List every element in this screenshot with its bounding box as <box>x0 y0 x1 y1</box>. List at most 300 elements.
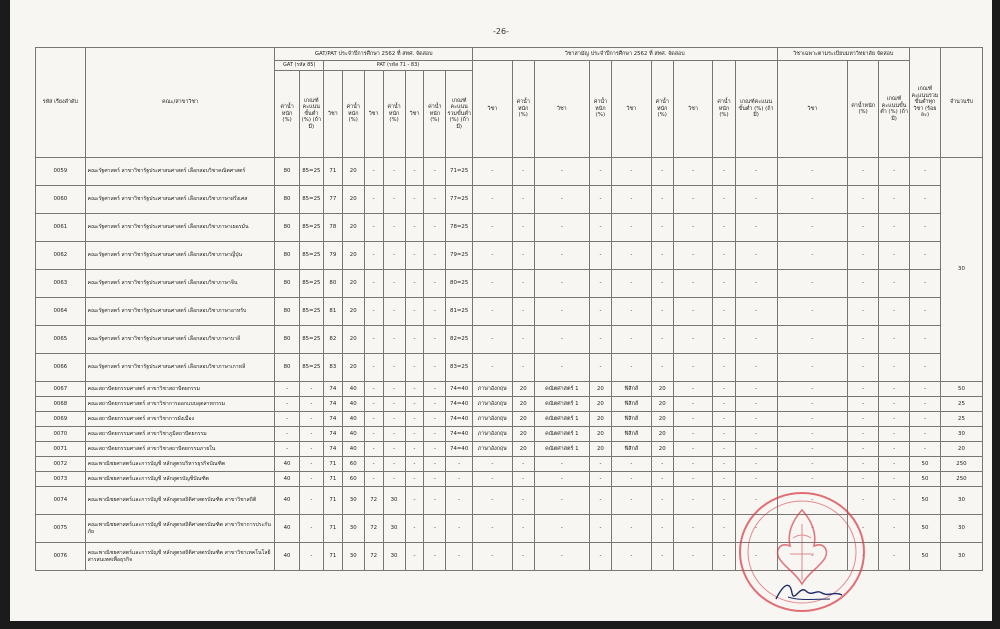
cell-gat-w: 80 <box>275 270 299 298</box>
cell-gat-w: - <box>275 382 299 397</box>
cell-c4: - <box>673 326 713 354</box>
cell-c3w: - <box>651 242 673 270</box>
cell-c1w: - <box>512 487 534 515</box>
cell-c1: - <box>472 457 512 472</box>
cell-sp: - <box>777 326 848 354</box>
cell-gat-min: 85=25 <box>299 326 323 354</box>
cell-pat2-s: - <box>364 242 383 270</box>
cell-cmin: - <box>735 354 777 382</box>
cell-c1: ภาษาอังกฤษ <box>472 412 512 427</box>
cell-allmin: - <box>910 427 941 442</box>
cell-pat2-w: 30 <box>383 543 405 571</box>
cell-spw: - <box>848 158 879 186</box>
cell-c3w: - <box>651 186 673 214</box>
cell-spw: - <box>848 543 879 571</box>
cell-pat2-w: - <box>383 326 405 354</box>
cell-c2: - <box>534 472 589 487</box>
cell-sp: - <box>777 298 848 326</box>
cell-c1w: - <box>512 186 534 214</box>
cell-pat3-w: - <box>424 298 446 326</box>
cell-spmin: - <box>879 242 910 270</box>
cell-c1: - <box>472 472 512 487</box>
cell-c4: - <box>673 412 713 427</box>
cell-c1w: - <box>512 515 534 543</box>
cell-c3w: - <box>651 326 673 354</box>
cell-pat-s: 71 <box>323 515 342 543</box>
cell-spw: - <box>848 487 879 515</box>
cell-spmin: - <box>879 515 910 543</box>
cell-pat3-s: - <box>405 397 424 412</box>
cell-spmin: - <box>879 326 910 354</box>
header-gat-minimum: เกณฑ์คะแนนขั้นต่ำ (%) (ถ้ามี) <box>299 71 323 158</box>
cell-spw: - <box>848 412 879 427</box>
cell-allmin: - <box>910 214 941 242</box>
cell-allmin: - <box>910 270 941 298</box>
cell-c1w: 20 <box>512 412 534 427</box>
cell-c4: - <box>673 487 713 515</box>
cell-pat-w: 20 <box>342 270 364 298</box>
cell-sp: - <box>777 472 848 487</box>
cell-spmin: - <box>879 543 910 571</box>
cell-c1w: 20 <box>512 397 534 412</box>
cell-c3w: - <box>651 457 673 472</box>
cell-c3: - <box>611 186 651 214</box>
cell-allmin: 50 <box>910 543 941 571</box>
cell-gat-w: 80 <box>275 158 299 186</box>
cell-total: 82=25 <box>446 326 473 354</box>
cell-pat2-s: - <box>364 427 383 442</box>
row-quota: 20 <box>940 442 982 457</box>
cell-gat-min: - <box>299 515 323 543</box>
cell-pat-w: 30 <box>342 515 364 543</box>
cell-total: 81=25 <box>446 298 473 326</box>
cell-gat-min: - <box>299 457 323 472</box>
header-pat-subject-2: วิชา <box>364 71 383 158</box>
cell-pat-w: 30 <box>342 487 364 515</box>
cell-c2w: 20 <box>589 382 611 397</box>
cell-pat-s: 74 <box>323 412 342 427</box>
cell-c4: - <box>673 382 713 397</box>
cell-c3: - <box>611 242 651 270</box>
cell-pat-s: 80 <box>323 270 342 298</box>
cell-pat3-s: - <box>405 326 424 354</box>
cell-pat3-s: - <box>405 382 424 397</box>
cell-c2: - <box>534 270 589 298</box>
cell-pat-w: 30 <box>342 543 364 571</box>
cell-pat3-w: - <box>424 487 446 515</box>
cell-sp: - <box>777 427 848 442</box>
cell-c4: - <box>673 354 713 382</box>
cell-cmin: - <box>735 397 777 412</box>
table-row <box>36 412 983 427</box>
cell-pat-w: 60 <box>342 457 364 472</box>
cell-gat-w: 40 <box>275 457 299 472</box>
cell-c1w: 20 <box>512 382 534 397</box>
cell-c3: ฟิสิกส์ <box>611 412 651 427</box>
header-pat-weight-2: ค่าน้ำหนัก (%) <box>383 71 405 158</box>
cell-pat3-w: - <box>424 354 446 382</box>
header-weight-3: ค่าน้ำหนัก (%) <box>651 61 673 158</box>
row-quota: 30 <box>940 427 982 442</box>
cell-cmin: - <box>735 543 777 571</box>
row-code: 0073 <box>36 472 86 487</box>
cell-pat3-w: - <box>424 397 446 412</box>
table-row <box>36 382 983 397</box>
cell-gat-min: 85=25 <box>299 214 323 242</box>
header-special-weight: ค่าน้ำหนัก (%) <box>848 61 879 158</box>
cell-c2: - <box>534 543 589 571</box>
cell-gat-w: 40 <box>275 515 299 543</box>
cell-c2: - <box>534 457 589 472</box>
cell-c3w: 20 <box>651 442 673 457</box>
cell-pat2-s: - <box>364 158 383 186</box>
cell-spmin: - <box>879 472 910 487</box>
cell-c3w: 20 <box>651 382 673 397</box>
row-program-name: คณะพาณิชยศาสตร์และการบัญชี หลักสูตรบริหารธุรกิจบัณฑิต <box>85 457 275 472</box>
row-quota: 30 <box>940 487 982 515</box>
cell-gat-w: 80 <box>275 214 299 242</box>
cell-gat-w: 80 <box>275 186 299 214</box>
row-program-name: คณะรัฐศาสตร์ สาขาวิชารัฐประศาสนศาสตร์ เลือกสอบวิชาภาษาฝรั่งเศส <box>85 186 275 214</box>
signature <box>770 575 850 610</box>
cell-pat2-s: - <box>364 412 383 427</box>
cell-sp: - <box>777 382 848 397</box>
header-quota: จำนวนรับ <box>940 48 982 158</box>
cell-pat-w: 40 <box>342 442 364 457</box>
cell-c1w: - <box>512 326 534 354</box>
table-row <box>36 397 983 412</box>
cell-c2: คณิตศาสตร์ 1 <box>534 442 589 457</box>
table-row <box>36 214 983 242</box>
row-program-name: คณะรัฐศาสตร์ สาขาวิชารัฐประศาสนศาสตร์ เลือกสอบวิชาภาษาจีน <box>85 270 275 298</box>
row-code: 0060 <box>36 186 86 214</box>
cell-c3: - <box>611 543 651 571</box>
cell-c2: - <box>534 186 589 214</box>
cell-c3w: 20 <box>651 412 673 427</box>
row-code: 0075 <box>36 515 86 543</box>
cell-c4: - <box>673 186 713 214</box>
row-code: 0071 <box>36 442 86 457</box>
cell-c4w: - <box>713 326 735 354</box>
cell-spw: - <box>848 214 879 242</box>
cell-spw: - <box>848 270 879 298</box>
cell-pat-w: 20 <box>342 354 364 382</box>
cell-pat-w: 40 <box>342 412 364 427</box>
cell-cmin: - <box>735 326 777 354</box>
header-weight-4: ค่าน้ำหนัก (%) <box>713 61 735 158</box>
document-page <box>10 0 992 621</box>
cell-c1: ภาษาอังกฤษ <box>472 397 512 412</box>
table-row <box>36 442 983 457</box>
cell-c1w: - <box>512 298 534 326</box>
row-program-name: คณะรัฐศาสตร์ สาขาวิชารัฐประศาสนศาสตร์ เลือกสอบวิชาภาษาเกาหลี <box>85 354 275 382</box>
cell-c2: - <box>534 158 589 186</box>
cell-total: - <box>446 515 473 543</box>
cell-gat-min: - <box>299 427 323 442</box>
cell-c2w: - <box>589 186 611 214</box>
cell-c3w: - <box>651 270 673 298</box>
cell-c1: - <box>472 158 512 186</box>
cell-c4: - <box>673 543 713 571</box>
row-program-name: คณะพาณิชยศาสตร์และการบัญชี หลักสูตรสถิติศาสตรบัณฑิต สาขาวิชาการประกันภัย <box>85 515 275 543</box>
cell-spmin: - <box>879 382 910 397</box>
table-row <box>36 427 983 442</box>
cell-c2w: - <box>589 472 611 487</box>
cell-gat-w: - <box>275 427 299 442</box>
cell-c4: - <box>673 515 713 543</box>
cell-pat3-s: - <box>405 412 424 427</box>
cell-pat3-s: - <box>405 457 424 472</box>
row-quota-merged: 30 <box>940 158 982 382</box>
table-row <box>36 158 983 186</box>
cell-c4w: - <box>713 158 735 186</box>
cell-pat2-w: 30 <box>383 515 405 543</box>
cell-pat2-s: 72 <box>364 487 383 515</box>
cell-c2: คณิตศาสตร์ 1 <box>534 412 589 427</box>
cell-cmin: - <box>735 442 777 457</box>
cell-pat2-w: - <box>383 158 405 186</box>
row-program-name: คณะรัฐศาสตร์ สาขาวิชารัฐประศาสนศาสตร์ เลือกสอบวิชาภาษาญี่ปุ่น <box>85 242 275 270</box>
cell-pat2-w: - <box>383 242 405 270</box>
cell-sp: - <box>777 186 848 214</box>
cell-pat2-w: - <box>383 412 405 427</box>
cell-sp: - <box>777 487 848 515</box>
cell-pat2-w: - <box>383 457 405 472</box>
cell-pat2-w: - <box>383 270 405 298</box>
row-code: 0076 <box>36 543 86 571</box>
cell-c3w: - <box>651 354 673 382</box>
row-quota: 250 <box>940 472 982 487</box>
cell-pat2-s: - <box>364 472 383 487</box>
cell-c3w: - <box>651 158 673 186</box>
cell-spw: - <box>848 472 879 487</box>
row-code: 0064 <box>36 298 86 326</box>
cell-c3w: 20 <box>651 397 673 412</box>
cell-gat-min: - <box>299 472 323 487</box>
cell-c4: - <box>673 214 713 242</box>
cell-c2w: - <box>589 354 611 382</box>
cell-allmin: - <box>910 242 941 270</box>
cell-spmin: - <box>879 412 910 427</box>
row-code: 0070 <box>36 427 86 442</box>
cell-c3: - <box>611 298 651 326</box>
cell-total: 78=25 <box>446 214 473 242</box>
cell-c2w: - <box>589 270 611 298</box>
row-program-name: คณะพาณิชยศาสตร์และการบัญชี หลักสูตรสถิติศาสตรบัณฑิต สาขาวิชาเทคโนโลยีสารสนเทศเพื่อธุรกิจ <box>85 543 275 571</box>
cell-pat3-s: - <box>405 442 424 457</box>
cell-pat-s: 79 <box>323 242 342 270</box>
cell-pat-w: 60 <box>342 472 364 487</box>
cell-c3w: - <box>651 487 673 515</box>
cell-c2w: 20 <box>589 397 611 412</box>
cell-spmin: - <box>879 158 910 186</box>
cell-total: 74=40 <box>446 412 473 427</box>
cell-c3: - <box>611 270 651 298</box>
row-program-name: คณะสถาปัตยกรรมศาสตร์ สาขาวิชาสถาปัตยกรรมภายใน <box>85 442 275 457</box>
cell-cmin: - <box>735 472 777 487</box>
cell-pat2-w: 30 <box>383 487 405 515</box>
cell-pat3-s: - <box>405 214 424 242</box>
cell-c2w: - <box>589 298 611 326</box>
cell-gat-min: 85=25 <box>299 186 323 214</box>
cell-pat2-s: - <box>364 382 383 397</box>
header-gat: GAT (รหัส 85) <box>275 61 324 71</box>
cell-gat-min: - <box>299 397 323 412</box>
cell-total: - <box>446 543 473 571</box>
cell-c2w: - <box>589 543 611 571</box>
cell-allmin: - <box>910 412 941 427</box>
row-program-name: คณะสถาปัตยกรรมศาสตร์ สาขาวิชาภูมิสถาปัตยกรรม <box>85 427 275 442</box>
cell-pat2-s: 72 <box>364 515 383 543</box>
cell-spw: - <box>848 354 879 382</box>
cell-pat2-s: 72 <box>364 543 383 571</box>
cell-pat-s: 74 <box>323 397 342 412</box>
cell-sp: - <box>777 158 848 186</box>
cell-total: 74=40 <box>446 382 473 397</box>
cell-cmin: - <box>735 186 777 214</box>
cell-allmin: - <box>910 354 941 382</box>
cell-total: 77=25 <box>446 186 473 214</box>
cell-gat-w: - <box>275 412 299 427</box>
cell-cmin: - <box>735 412 777 427</box>
cell-c1w: - <box>512 472 534 487</box>
cell-c3w: - <box>651 515 673 543</box>
cell-pat2-s: - <box>364 214 383 242</box>
cell-total: 74=40 <box>446 427 473 442</box>
cell-c4w: - <box>713 214 735 242</box>
cell-c1: ภาษาอังกฤษ <box>472 442 512 457</box>
row-code: 0065 <box>36 326 86 354</box>
header-special-subject: วิชา <box>777 61 848 158</box>
cell-c1: - <box>472 298 512 326</box>
table-row <box>36 354 983 382</box>
cell-c4: - <box>673 442 713 457</box>
cell-spmin: - <box>879 397 910 412</box>
cell-spmin: - <box>879 442 910 457</box>
row-code: 0069 <box>36 412 86 427</box>
cell-pat-w: 20 <box>342 326 364 354</box>
cell-spw: - <box>848 457 879 472</box>
cell-pat-s: 81 <box>323 298 342 326</box>
header-gat-pat: GAT/PAT ประจำปีการศึกษา 2562 ที่ สทศ. จัดสอบ <box>275 48 473 61</box>
cell-c1w: - <box>512 214 534 242</box>
cell-gat-min: 85=25 <box>299 354 323 382</box>
cell-pat3-w: - <box>424 427 446 442</box>
cell-c3: - <box>611 515 651 543</box>
cell-pat3-s: - <box>405 427 424 442</box>
cell-c3: ฟิสิกส์ <box>611 397 651 412</box>
cell-gat-w: 80 <box>275 298 299 326</box>
cell-pat-s: 78 <box>323 214 342 242</box>
cell-spmin: - <box>879 270 910 298</box>
cell-c2w: - <box>589 487 611 515</box>
cell-spmin: - <box>879 427 910 442</box>
cell-spw: - <box>848 427 879 442</box>
cell-c2: - <box>534 354 589 382</box>
cell-allmin: - <box>910 186 941 214</box>
header-gat-weight: ค่าน้ำหนัก (%) <box>275 71 299 158</box>
cell-c2: - <box>534 487 589 515</box>
cell-sp: - <box>777 515 848 543</box>
cell-total: 79=25 <box>446 242 473 270</box>
cell-pat2-s: - <box>364 326 383 354</box>
cell-spmin: - <box>879 186 910 214</box>
cell-pat-w: 40 <box>342 382 364 397</box>
header-common-subjects: วิชาสามัญ ประจำปีการศึกษา 2562 ที่ สทศ. จัดสอบ <box>472 48 777 61</box>
cell-c4w: - <box>713 382 735 397</box>
row-code: 0072 <box>36 457 86 472</box>
row-quota: 30 <box>940 543 982 571</box>
cell-cmin: - <box>735 487 777 515</box>
header-subject-4: วิชา <box>673 61 713 158</box>
header-subject-1: วิชา <box>472 61 512 158</box>
cell-c1: - <box>472 543 512 571</box>
cell-pat3-s: - <box>405 298 424 326</box>
cell-c3: ฟิสิกส์ <box>611 442 651 457</box>
cell-c2w: - <box>589 326 611 354</box>
cell-spw: - <box>848 186 879 214</box>
cell-c1w: - <box>512 457 534 472</box>
cell-spw: - <box>848 326 879 354</box>
table-row <box>36 472 983 487</box>
cell-cmin: - <box>735 270 777 298</box>
cell-pat2-w: - <box>383 442 405 457</box>
cell-spmin: - <box>879 487 910 515</box>
cell-c2w: - <box>589 457 611 472</box>
header-pat-subject-1: วิชา <box>323 71 342 158</box>
cell-c4w: - <box>713 427 735 442</box>
cell-pat3-w: - <box>424 515 446 543</box>
cell-sp: - <box>777 543 848 571</box>
cell-total: 83=25 <box>446 354 473 382</box>
cell-pat2-w: - <box>383 214 405 242</box>
cell-spmin: - <box>879 298 910 326</box>
cell-c1: - <box>472 326 512 354</box>
cell-c2: คณิตศาสตร์ 1 <box>534 427 589 442</box>
cell-c3w: - <box>651 214 673 242</box>
cell-c1w: - <box>512 354 534 382</box>
header-special-minimum: เกณฑ์คะแนนขั้นต่ำ (%) (ถ้ามี) <box>879 61 910 158</box>
cell-c3: - <box>611 326 651 354</box>
cell-sp: - <box>777 354 848 382</box>
cell-spw: - <box>848 382 879 397</box>
cell-gat-min: 85=25 <box>299 158 323 186</box>
cell-pat3-w: - <box>424 270 446 298</box>
cell-c2: คณิตศาสตร์ 1 <box>534 382 589 397</box>
cell-gat-w: 80 <box>275 326 299 354</box>
cell-c1w: - <box>512 270 534 298</box>
cell-cmin: - <box>735 158 777 186</box>
cell-pat-w: 20 <box>342 298 364 326</box>
cell-c2: - <box>534 515 589 543</box>
cell-pat2-w: - <box>383 382 405 397</box>
cell-c2w: - <box>589 158 611 186</box>
cell-pat3-w: - <box>424 242 446 270</box>
cell-c1w: - <box>512 158 534 186</box>
cell-pat3-s: - <box>405 472 424 487</box>
header-pat-weight-3: ค่าน้ำหนัก (%) <box>424 71 446 158</box>
cell-pat3-w: - <box>424 158 446 186</box>
cell-cmin: - <box>735 298 777 326</box>
cell-pat2-w: - <box>383 472 405 487</box>
cell-sp: - <box>777 457 848 472</box>
cell-pat2-w: - <box>383 354 405 382</box>
cell-pat-w: 20 <box>342 242 364 270</box>
cell-pat2-s: - <box>364 354 383 382</box>
cell-pat2-s: - <box>364 442 383 457</box>
cell-c1: - <box>472 270 512 298</box>
cell-pat3-s: - <box>405 515 424 543</box>
